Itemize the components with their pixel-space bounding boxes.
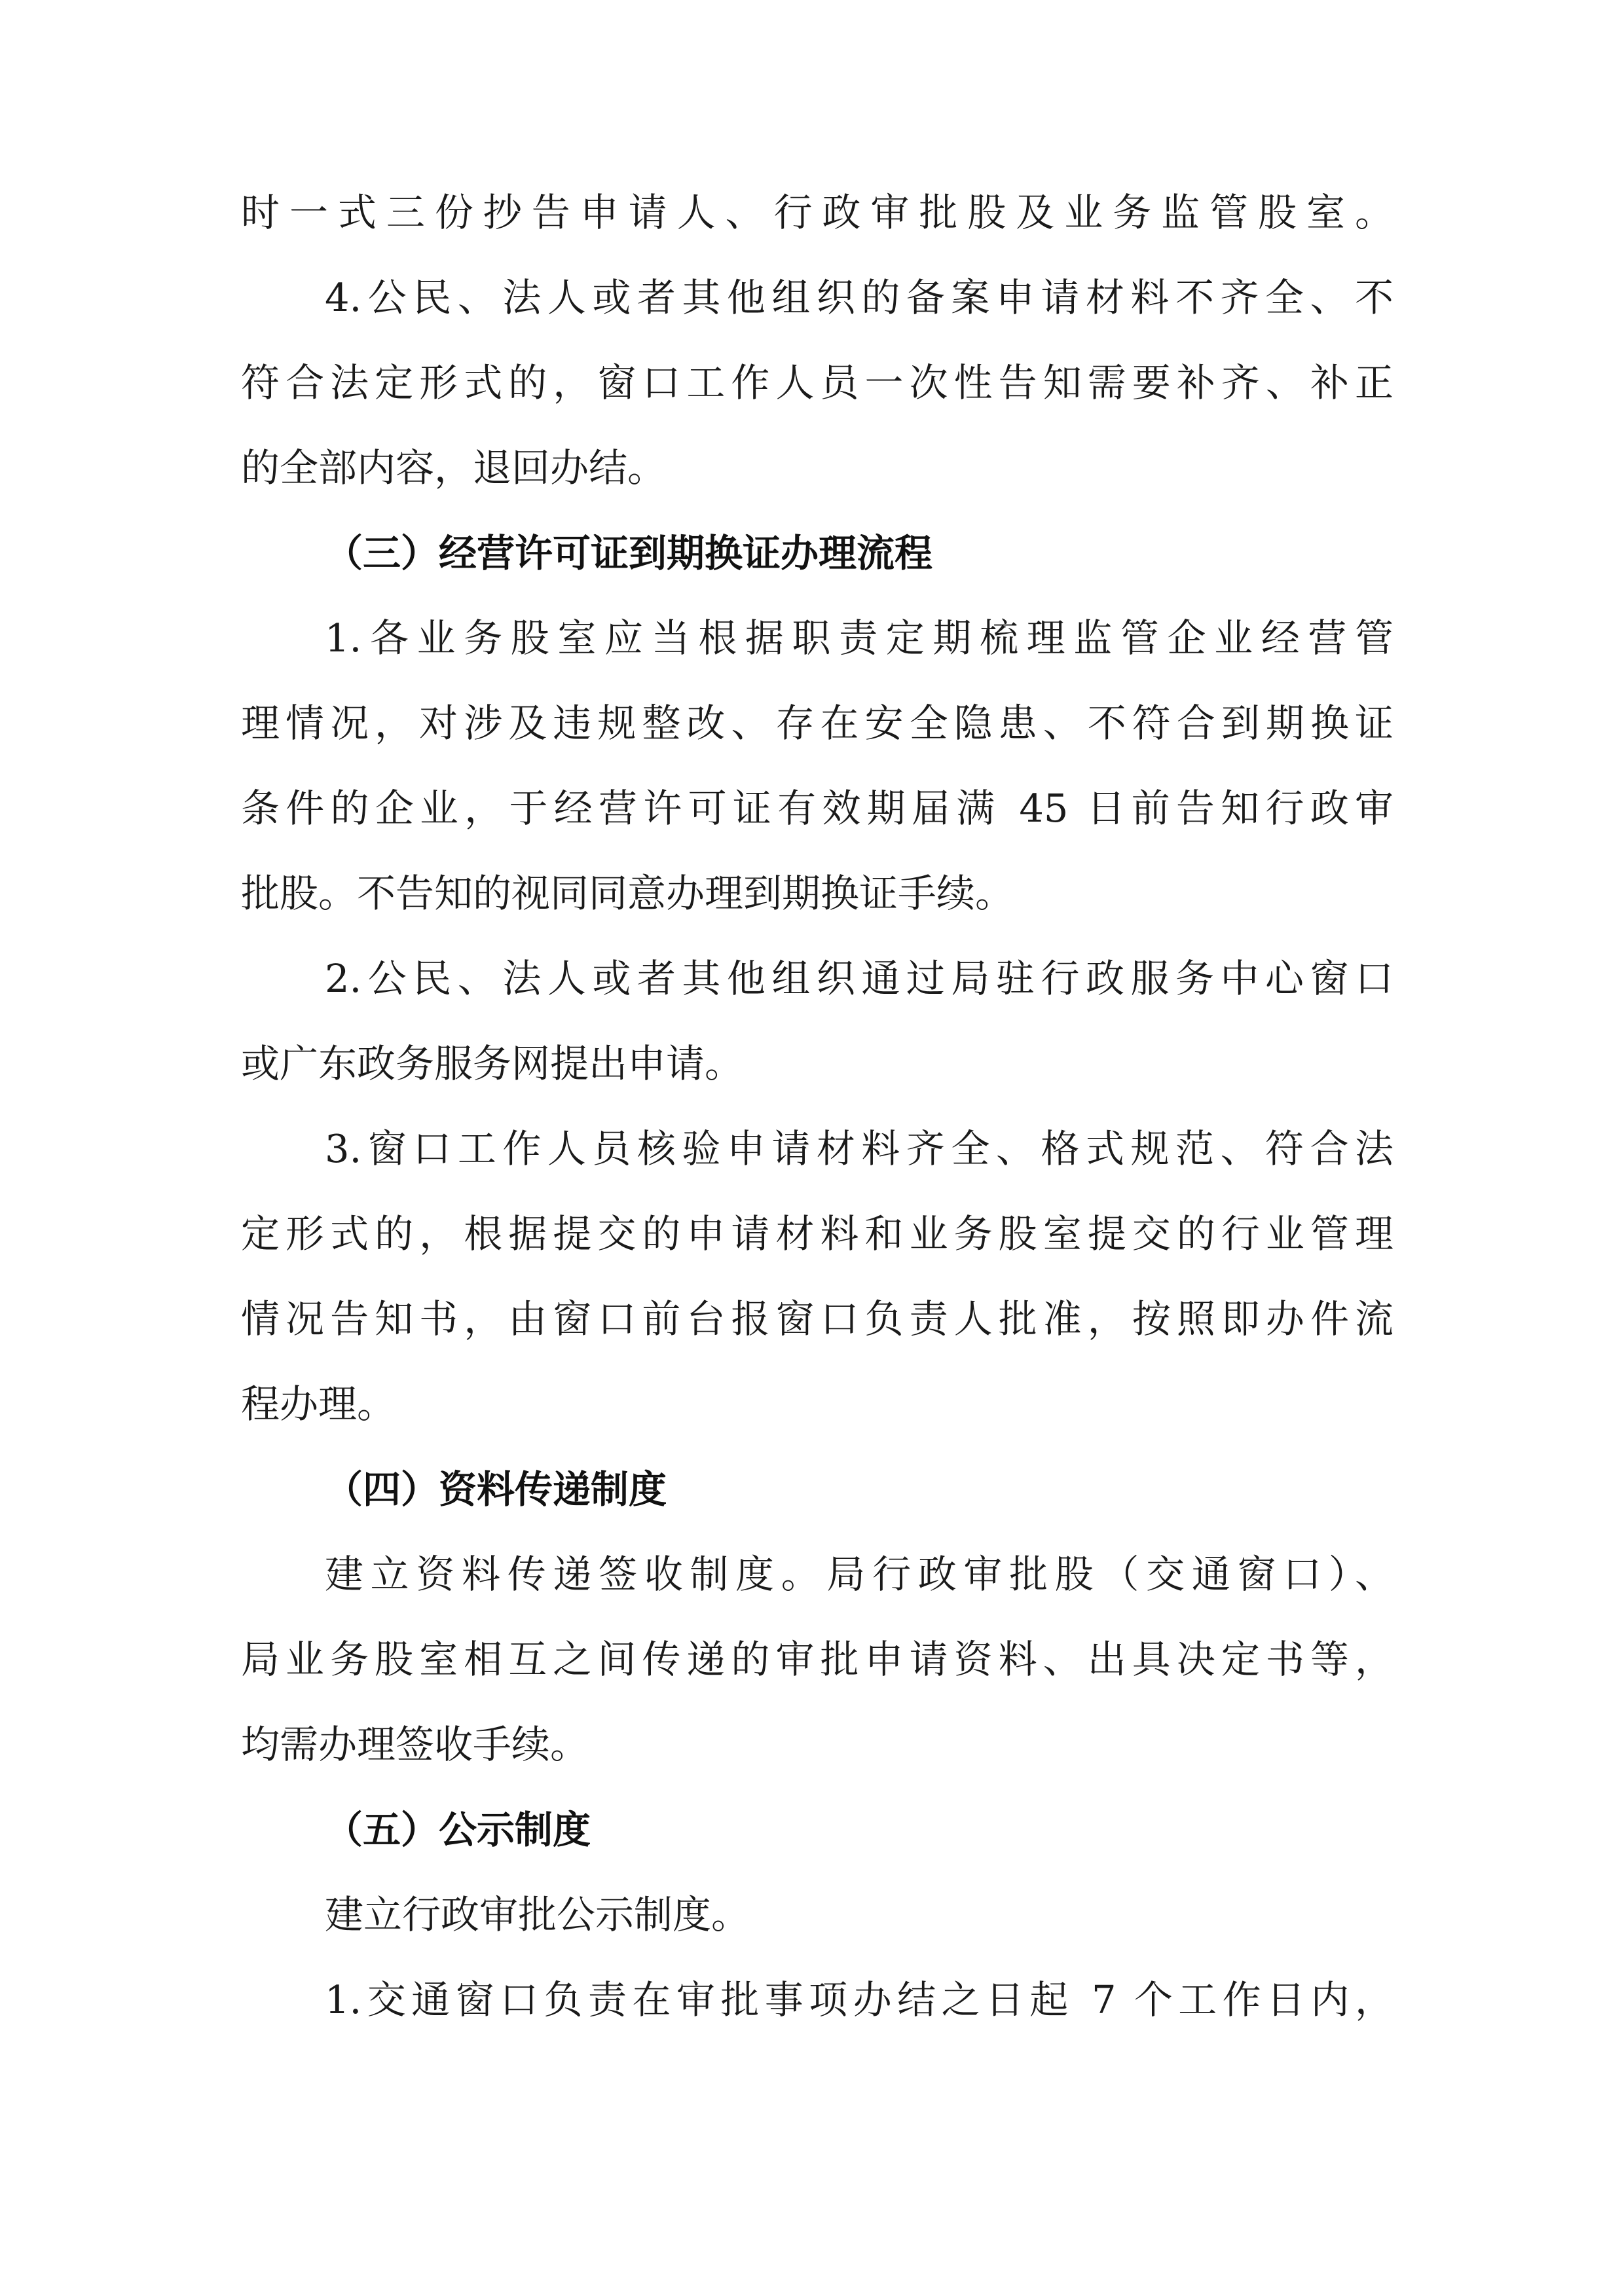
- paragraph-line: 2.公民、法人或者其他组织通过局驻行政服务中心窗口: [325, 956, 1393, 1001]
- paragraph-line: 情况告知书，由窗口前台报窗口负责人批准，按照即办件流: [241, 1296, 1393, 1341]
- section-heading-3: （三）经营许可证到期换证办理流程: [325, 531, 933, 575]
- paragraph-line: 时一式三份抄告申请人、行政审批股及业务监管股室。: [241, 190, 1393, 235]
- paragraph-line: 3.窗口工作人员核验申请材料齐全、格式规范、符合法: [325, 1126, 1393, 1171]
- paragraph-line: 条件的企业，于经营许可证有效期届满 45 日前告知行政审: [241, 786, 1393, 831]
- paragraph-line: 的全部内容，退回办结。: [241, 445, 667, 490]
- paragraph-line: 1.交通窗口负责在审批事项办结之日起 7 个工作日内，: [325, 1977, 1393, 2022]
- paragraph-line: 程办理。: [241, 1381, 396, 1427]
- paragraph-line: 理情况，对涉及违规整改、存在安全隐患、不符合到期换证: [241, 701, 1393, 746]
- paragraph-line: 4.公民、法人或者其他组织的备案申请材料不齐全、不: [325, 275, 1393, 320]
- paragraph-line: 均需办理签收手续。: [241, 1722, 589, 1767]
- paragraph-line: 局业务股室相互之间传递的审批申请资料、出具决定书等，: [241, 1637, 1393, 1682]
- paragraph-line: 建立行政审批公示制度。: [325, 1892, 750, 1937]
- paragraph-line: 1.各业务股室应当根据职责定期梳理监管企业经营管: [325, 615, 1393, 661]
- paragraph-line: 批股。不告知的视同同意办理到期换证手续。: [241, 871, 1014, 916]
- section-heading-4: （四）资料传递制度: [325, 1467, 667, 1512]
- paragraph-line: 或广东政务服务网提出申请。: [241, 1041, 744, 1086]
- paragraph-line: 符合法定形式的，窗口工作人员一次性告知需要补齐、补正: [241, 360, 1393, 405]
- paragraph-line: 建立资料传递签收制度。局行政审批股（交通窗口）、: [325, 1552, 1393, 1597]
- paragraph-line: 定形式的，根据提交的申请材料和业务股室提交的行业管理: [241, 1211, 1393, 1256]
- section-heading-5: （五）公示制度: [325, 1808, 591, 1852]
